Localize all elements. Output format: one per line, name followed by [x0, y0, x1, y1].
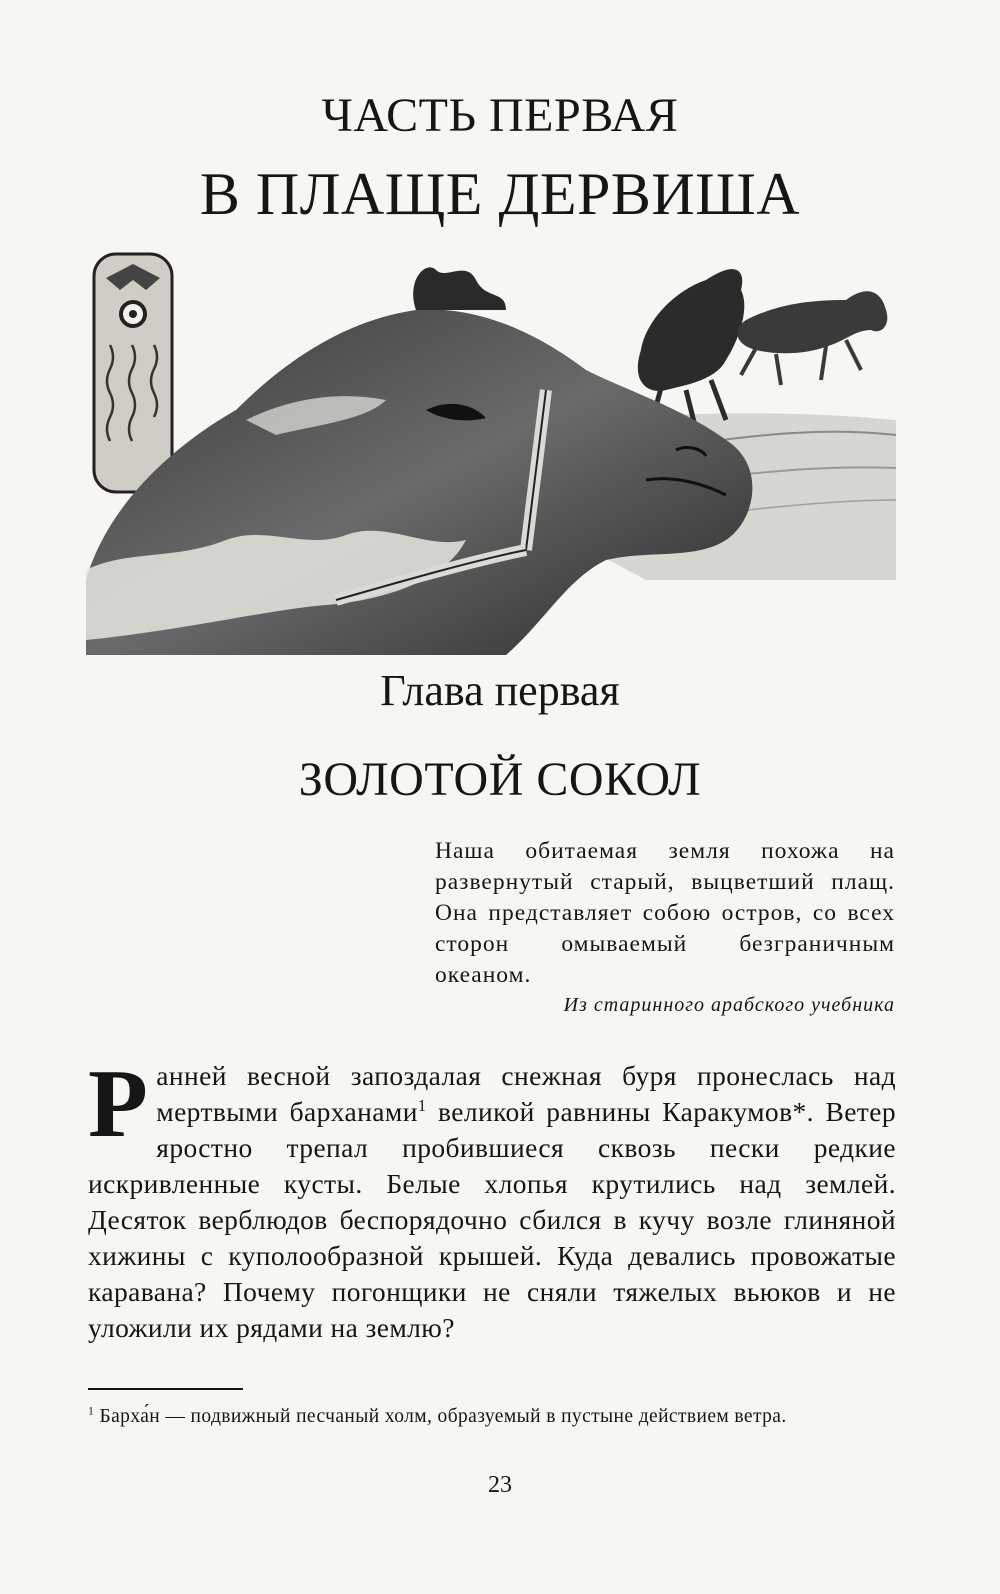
footnote-reference: 1	[417, 1095, 427, 1115]
body-paragraph	[88, 1050, 896, 1346]
drop-cap: Р	[88, 1050, 149, 1158]
camel-illustration	[86, 250, 896, 655]
body-text-part2: великой равнины Каракумов*. Ветер яростно трепал пробившиеся сквозь пески редкие искривленные кусты. Белые хлопья крутились над землей. Десяток верблюдов беспорядочно сбился в кучу возле глиняной хижины с куполообразной крышей. Куда девались провожатые каравана? Почему погонщики не сняли тяжелых вьюков и не уложили их рядами на землю?	[88, 1096, 896, 1343]
footnote	[88, 1403, 896, 1430]
footnote-divider	[88, 1388, 243, 1390]
epigraph-text: Наша обитаемая земля похожа на развернутый старый, выцветший плащ. Она представляет собою остров, со всех сторон омываемый безграничным океаном.	[435, 838, 895, 988]
body-text-part1: анней весной запоздалая снежная буря пронеслась над мертвыми барханами	[156, 1060, 896, 1127]
chapter-title: ЗОЛОТОЙ СОКОЛ	[298, 753, 702, 806]
part-title: ЧАСТЬ ПЕРВАЯ	[321, 89, 679, 142]
page-number: 23	[488, 1472, 512, 1498]
footnote-marker: 1	[88, 1404, 95, 1418]
section-title: В ПЛАЩЕ ДЕРВИША	[199, 161, 801, 227]
chapter-label: Глава первая	[380, 666, 620, 715]
horse-silhouette	[737, 291, 887, 353]
footnote-text: Барха́н — подвижный песчаный холм, образуемый в пустыне действием ветра.	[94, 1406, 787, 1427]
stele	[94, 254, 172, 492]
rider-silhouette	[638, 269, 744, 391]
epigraph-source: Из старинного арабского учебника	[563, 994, 895, 1016]
